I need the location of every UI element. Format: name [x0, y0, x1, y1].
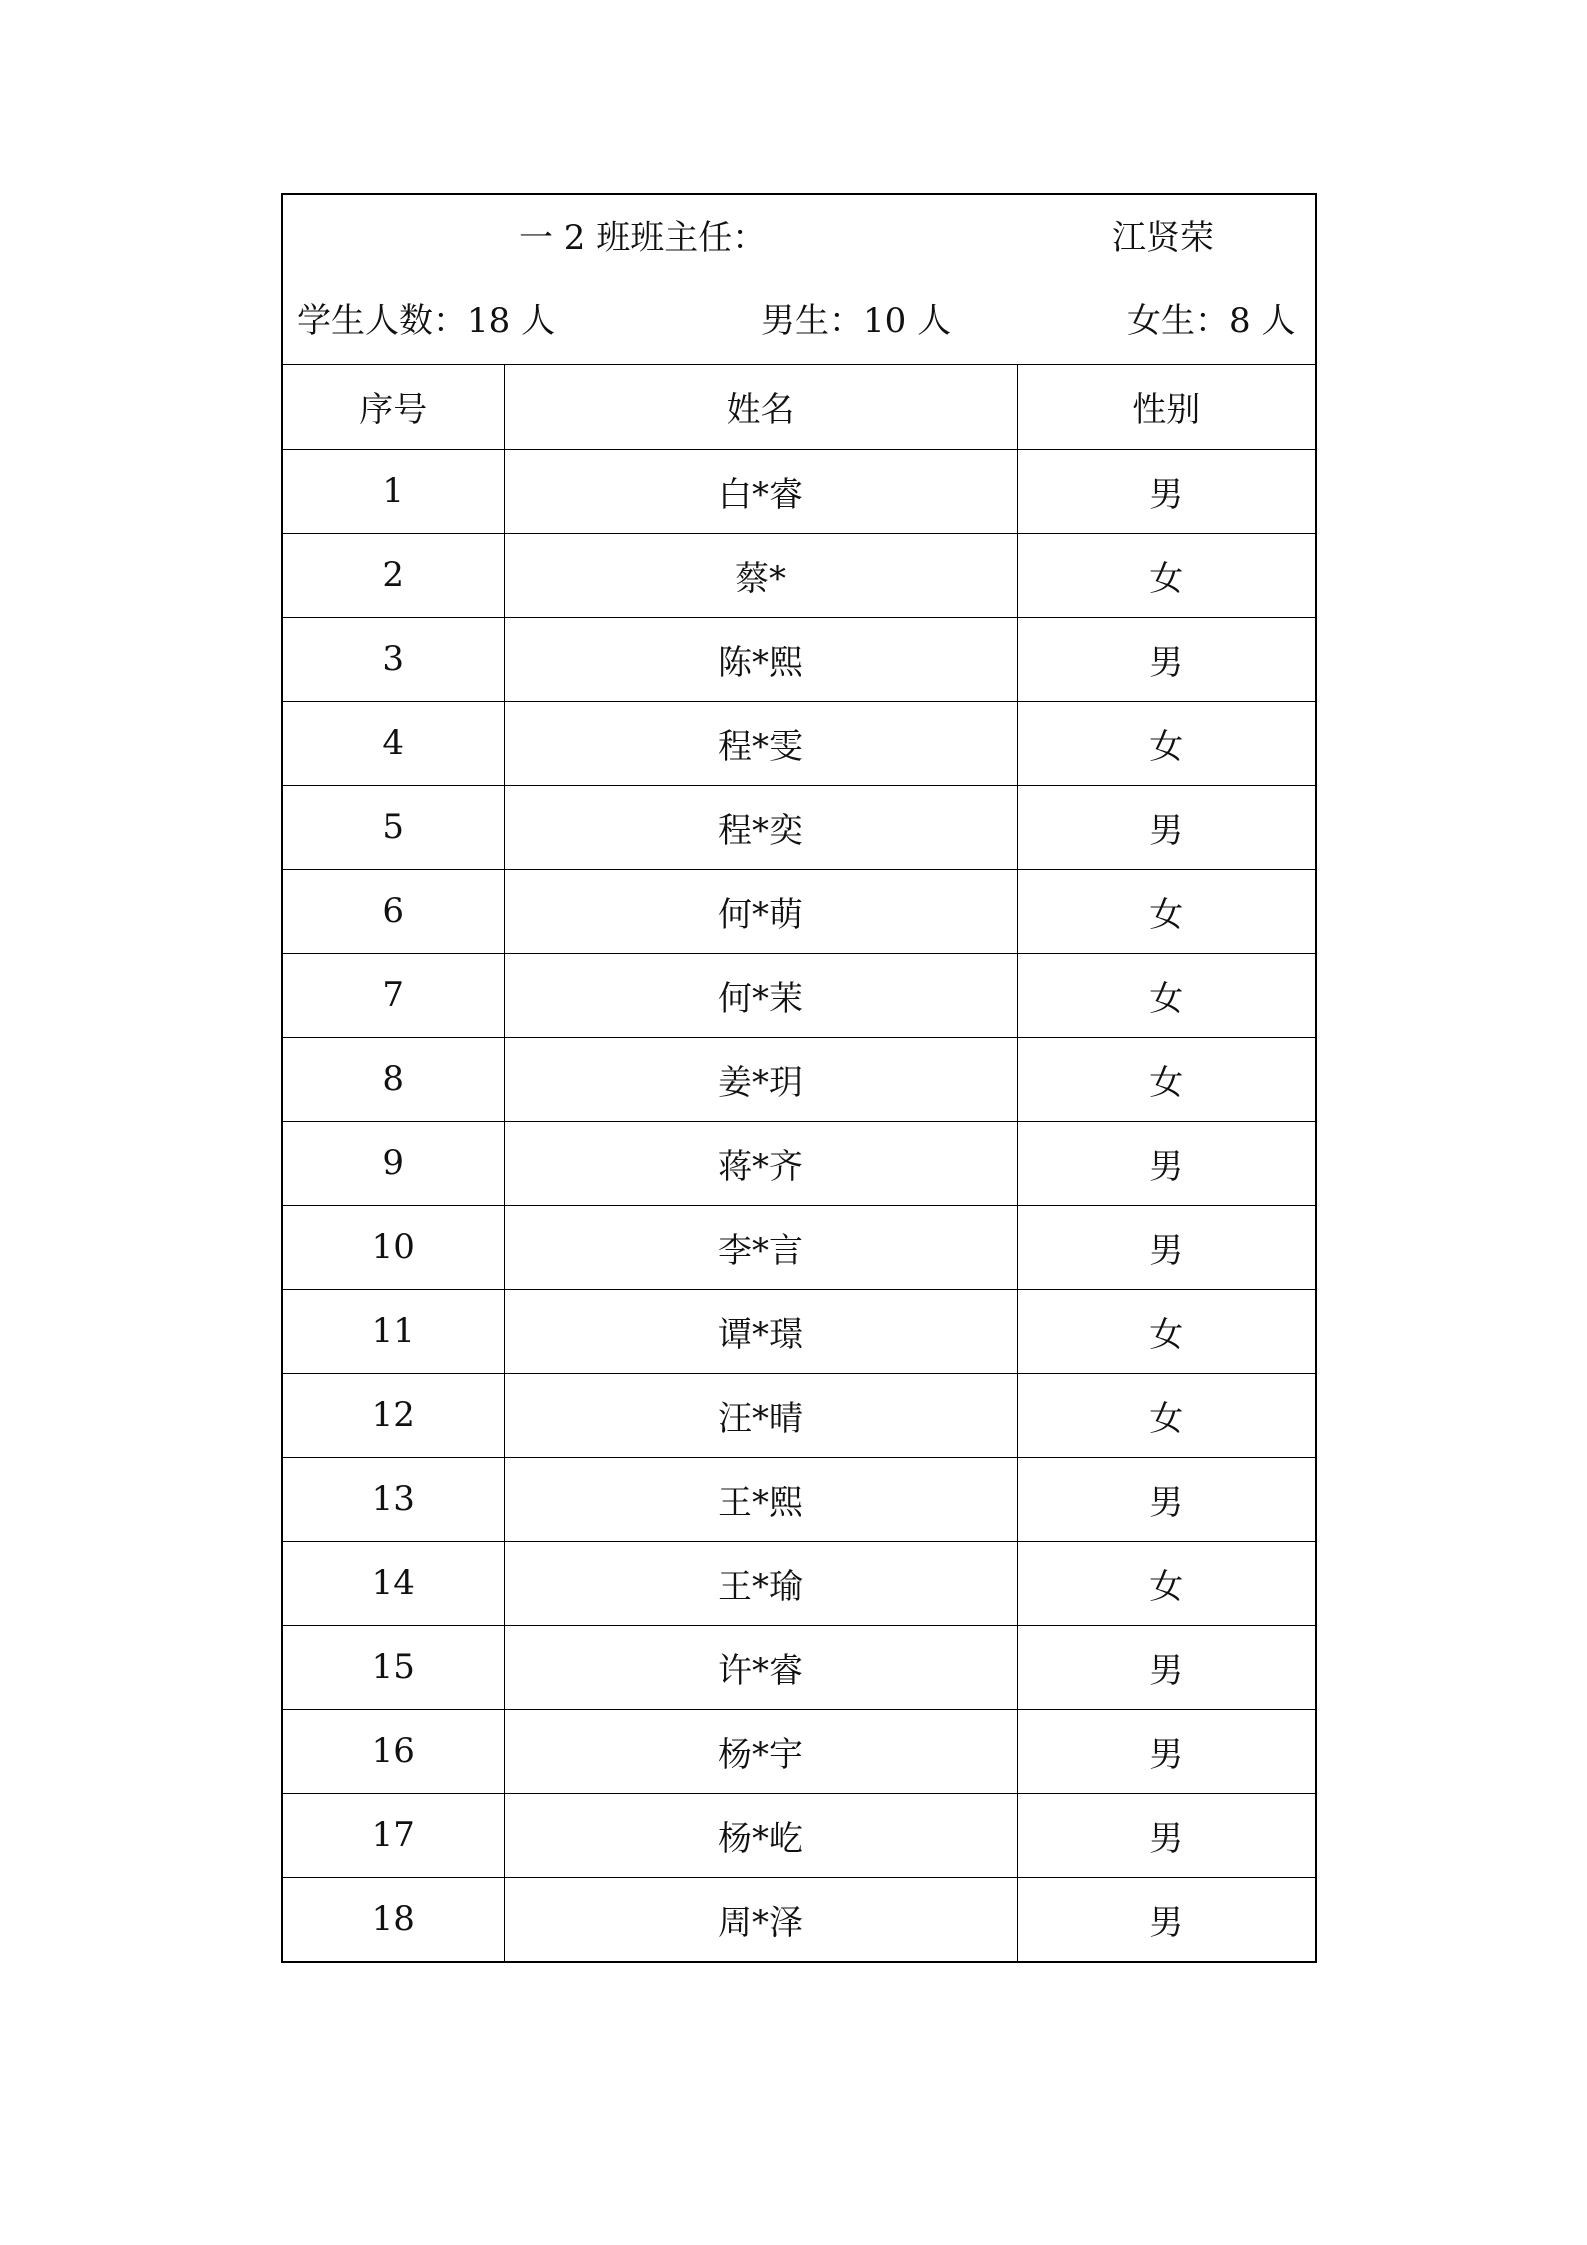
- cell-name: 王*瑜: [504, 1541, 1017, 1625]
- female-student-count: 女生：8 人: [1127, 301, 1296, 341]
- cell-gender: 女: [1017, 1541, 1315, 1625]
- cell-number: 16: [283, 1709, 504, 1793]
- cell-gender: 女: [1017, 701, 1315, 785]
- table-row: [283, 1877, 1315, 1961]
- cell-gender: 男: [1017, 1709, 1315, 1793]
- cell-number: 14: [283, 1541, 504, 1625]
- column-header-number: 序号: [283, 365, 504, 449]
- column-header-gender: 性别: [1017, 365, 1315, 449]
- table-row: [283, 785, 1315, 869]
- cell-gender: 男: [1017, 1625, 1315, 1709]
- class-roster-sheet: [281, 193, 1317, 1963]
- cell-name: 白*睿: [504, 449, 1017, 533]
- cell-gender: 女: [1017, 869, 1315, 953]
- cell-name: 李*言: [504, 1205, 1017, 1289]
- table-row: [283, 953, 1315, 1037]
- cell-number: 18: [283, 1877, 504, 1961]
- table-row: [283, 1457, 1315, 1541]
- cell-name: 程*奕: [504, 785, 1017, 869]
- table-row: [283, 1541, 1315, 1625]
- cell-gender: 女: [1017, 1037, 1315, 1121]
- cell-number: 10: [283, 1205, 504, 1289]
- cell-gender: 女: [1017, 953, 1315, 1037]
- cell-gender: 女: [1017, 533, 1315, 617]
- cell-gender: 男: [1017, 1457, 1315, 1541]
- cell-name: 陈*熙: [504, 617, 1017, 701]
- cell-name: 何*茉: [504, 953, 1017, 1037]
- cell-gender: 男: [1149, 1902, 1184, 1943]
- cell-number: 1: [283, 449, 504, 533]
- cell-name: 汪*晴: [504, 1373, 1017, 1457]
- cell-name: 杨*宇: [504, 1709, 1017, 1793]
- teacher-name: 江贤荣: [1112, 218, 1214, 258]
- male-student-count: 男生：10 人: [761, 301, 952, 341]
- table-row: [283, 1793, 1315, 1877]
- table-row: [283, 449, 1315, 533]
- cell-number: 17: [283, 1793, 504, 1877]
- student-table: [283, 365, 1315, 1961]
- cell-number: 13: [283, 1457, 504, 1541]
- cell-gender: 男: [1017, 785, 1315, 869]
- cell-number: 6: [283, 869, 504, 953]
- table-header-row: [283, 365, 1315, 449]
- cell-name: 杨*屹: [504, 1793, 1017, 1877]
- table-row: [283, 1625, 1315, 1709]
- cell-gender: 男: [1017, 617, 1315, 701]
- table-row: [283, 1373, 1315, 1457]
- cell-number: 4: [283, 701, 504, 785]
- cell-name: 许*睿: [504, 1625, 1017, 1709]
- cell-gender: 男: [1017, 1793, 1315, 1877]
- cell-number: 2: [283, 533, 504, 617]
- cell-number: 12: [283, 1373, 504, 1457]
- roster-header: [283, 195, 1315, 365]
- table-row: [283, 1709, 1315, 1793]
- cell-name: 王*熙: [504, 1457, 1017, 1541]
- cell-number: 5: [283, 785, 504, 869]
- cell-number: 11: [283, 1289, 504, 1373]
- table-row: [283, 533, 1315, 617]
- table-row: [283, 1037, 1315, 1121]
- column-header-name: 姓名: [504, 365, 1017, 449]
- cell-gender: 男: [1017, 449, 1315, 533]
- cell-gender: 男: [1017, 1205, 1315, 1289]
- cell-number: 3: [283, 617, 504, 701]
- total-student-count: 学生人数：18 人: [297, 301, 556, 341]
- cell-gender: 女: [1017, 1373, 1315, 1457]
- table-row: [283, 1121, 1315, 1205]
- cell-name: 周*泽: [504, 1877, 1017, 1961]
- teacher-label: 一 2 班班主任：: [519, 218, 767, 258]
- cell-name: 何*萌: [504, 869, 1017, 953]
- cell-gender: 女: [1017, 1289, 1315, 1373]
- cell-name: 程*雯: [504, 701, 1017, 785]
- cell-number: 15: [283, 1625, 504, 1709]
- cell-gender: 男: [1017, 1121, 1315, 1205]
- cell-number: 9: [283, 1121, 504, 1205]
- cell-name: 姜*玥: [504, 1037, 1017, 1121]
- cell-name: 蔡*: [504, 533, 1017, 617]
- table-row: [283, 1205, 1315, 1289]
- table-row: [283, 701, 1315, 785]
- table-row: [283, 1289, 1315, 1373]
- cell-name: 谭*璟: [504, 1289, 1017, 1373]
- table-row: [283, 617, 1315, 701]
- cell-number: 7: [283, 953, 504, 1037]
- table-row: [283, 869, 1315, 953]
- cell-number: 8: [283, 1037, 504, 1121]
- cell-name: 蒋*齐: [504, 1121, 1017, 1205]
- table-body: [283, 449, 1315, 1961]
